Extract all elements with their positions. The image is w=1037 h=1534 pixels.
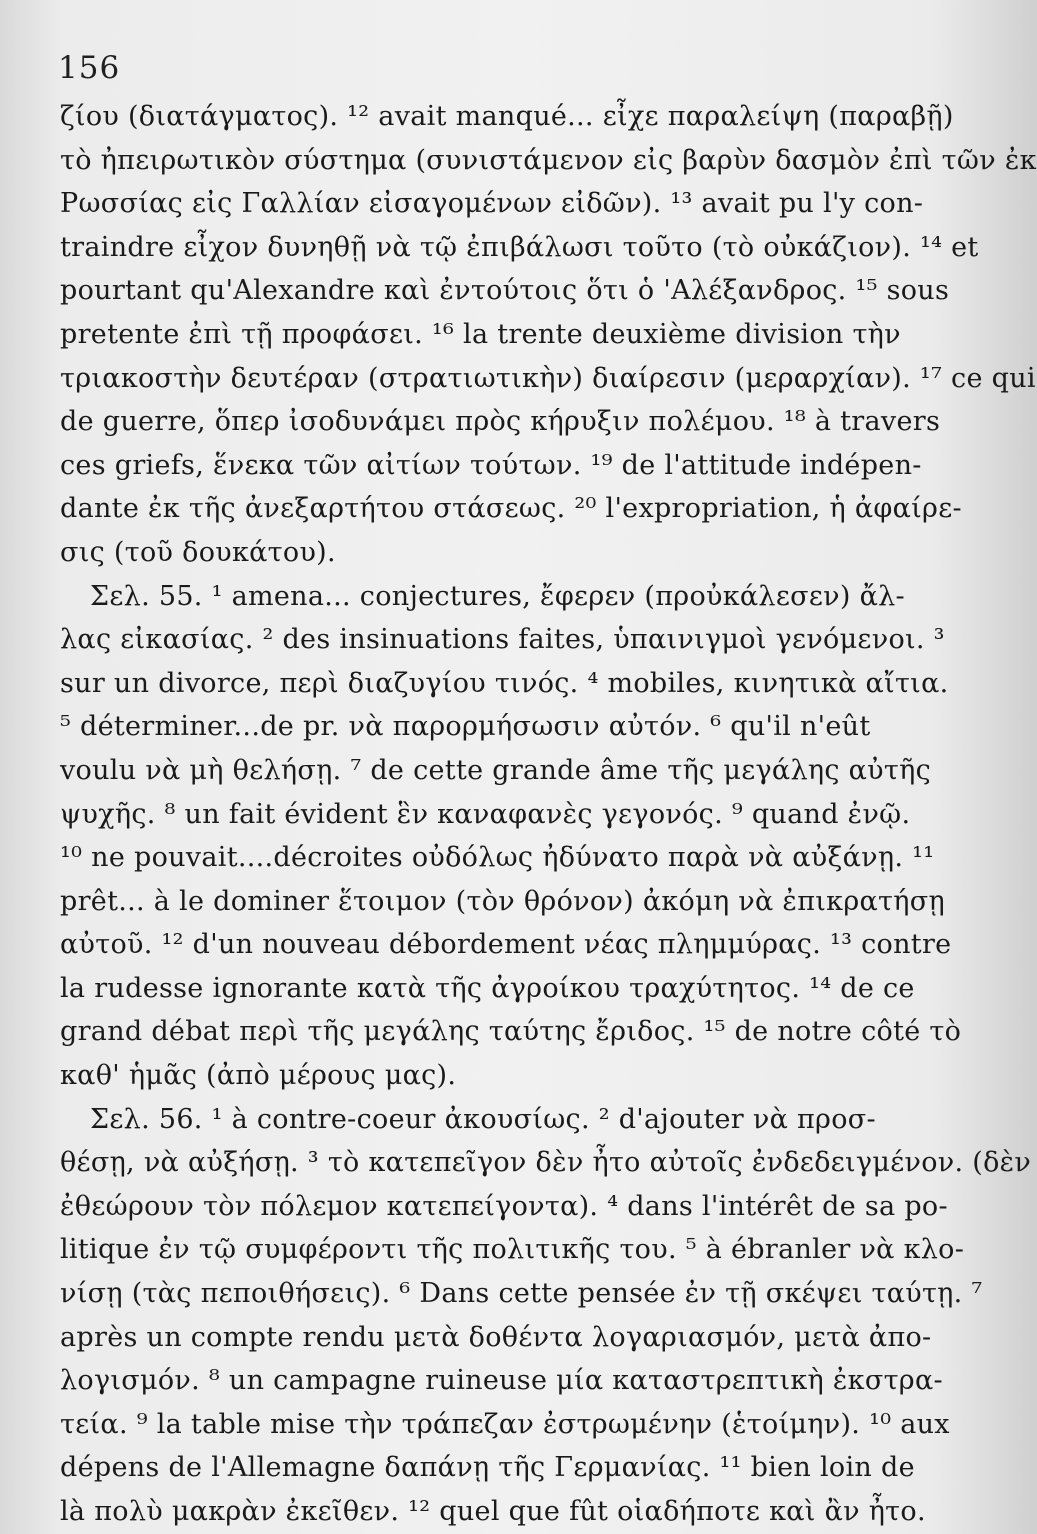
text-line: ζίου (διατάγματος). ¹² avait manqué... εἶχε παραλείψη (παραβῇ) <box>60 101 954 132</box>
text-line: la rudesse ignorante κατὰ τῆς ἀγροίκου τραχύτητος. ¹⁴ de ce <box>60 972 915 1004</box>
page-body <box>60 95 1037 1534</box>
section-heading-line-55: Σελ. 55. ¹ amena... conjectures, ἔφερεν (προὐκάλεσεν) ἄλ- <box>90 580 905 612</box>
text-line: νίσῃ (τὰς πεποιθήσεις). ⁶ Dans cette pensée ἐν τῇ σκέψει ταύτῃ. ⁷ <box>60 1278 983 1310</box>
text-line: τριακοστὴν δευτέραν (στρατιωτικὴν) διαίρεσιν (μεραρχίαν). ¹⁷ ce qui <box>60 362 1036 394</box>
text-line: là πολὺ μακρὰν ἐκεῖθεν. ¹² quel que fût οἱαδήποτε καὶ ἂν ἦτο. <box>60 1496 926 1527</box>
text-line: καθ' ἡμᾶς (ἀπὸ μέρους μας). <box>60 1060 457 1092</box>
text-line: Ρωσσίας εἰς Γαλλίαν εἰσαγομένων εἰδῶν). ¹³ avait pu l'y con- <box>60 188 924 220</box>
text-line: dépens de l'Allemagne δαπάνῃ τῆς Γερμανίας. ¹¹ bien loin de <box>60 1452 915 1484</box>
text-line: ψυχῆς. ⁸ un fait évident ἓν καναφανὲς γεγονός. ⁹ quand ἐνῷ. <box>60 798 911 830</box>
text-line: de guerre, ὅπερ ἰσοδυνάμει πρὸς κήρυξιν πολέμου. ¹⁸ à travers <box>60 406 941 438</box>
text-line: dante ἐκ τῆς ἀνεξαρτήτου στάσεως. ²⁰ l'expropriation, ἡ ἀφαίρε- <box>60 493 962 525</box>
text-line: pourtant qu'Alexandre καὶ ἐντούτοις ὅτι ὁ 'Αλέξανδρος. ¹⁵ sous <box>60 275 950 307</box>
text-line: litique ἐν τῷ συμφέροντι τῆς πολιτικῆς του. ⁵ à ébranler νὰ κλο- <box>60 1234 965 1266</box>
text-line: σις (τοῦ δουκάτου). <box>60 536 336 568</box>
page-number: 156 <box>58 50 121 86</box>
text-line: traindre εἶχον δυνηθῇ νὰ τῷ ἐπιβάλωσι τοῦτο (τὸ οὐκάζιον). ¹⁴ et <box>60 231 979 263</box>
text-line: τὸ ἠπειρωτικὸν σύστημα (συνιστάμενον εἰς βαρὺν δασμὸν ἐπὶ τῶν ἐκ <box>60 144 1037 176</box>
text-line: αὐτοῦ. ¹² d'un nouveau débordement νέας πλημμύρας. ¹³ contre <box>60 929 952 961</box>
section-heading-line-56: Σελ. 56. ¹ à contre-coeur ἀκουσίως. ² d'ajouter νὰ προσ- <box>90 1103 876 1135</box>
text-line: ces griefs, ἕνεκα τῶν αἰτίων τούτων. ¹⁹ de l'attitude indépen- <box>60 449 922 481</box>
text-line: pretente ἐπὶ τῇ προφάσει. ¹⁶ la trente deuxième division τὴν <box>60 318 901 350</box>
text-line: voulu νὰ μὴ θελήσῃ. ⁷ de cette grande âme τῆς μεγάλης αὐτῆς <box>60 754 932 786</box>
text-line: prêt... à le dominer ἕτοιμον (τὸν θρόνον) ἀκόμη νὰ ἐπικρατήσῃ <box>60 885 945 917</box>
text-line: λογισμόν. ⁸ un campagne ruineuse μία καταστρεπτικὴ ἐκστρα- <box>60 1365 943 1397</box>
text-line: θέσῃ, νὰ αὐξήσῃ. ³ τὸ κατεπεῖγον δὲν ἦτο αὐτοῖς ἐνδεδειγμένον. (δὲν <box>60 1147 1032 1179</box>
text-line: ἐθεώρουν τὸν πόλεμον κατεπείγοντα). ⁴ dans l'intérêt de sa po- <box>60 1190 948 1222</box>
text-line: λας εἰκασίας. ² des insinuations faites, ὑπαινιγμοὶ γενόμενοι. ³ <box>60 624 945 656</box>
text-line: τεία. ⁹ la table mise τὴν τράπεζαν ἐστρωμένην (ἑτοίμην). ¹⁰ aux <box>60 1408 950 1440</box>
text-line: sur un divorce, περὶ διαζυγίου τινός. ⁴ mobiles, κινητικὰ αἴτια. <box>60 667 949 699</box>
text-line: ¹⁰ ne pouvait....décroites οὐδόλως ἠδύνατο παρὰ νὰ αὐξάνῃ. ¹¹ <box>60 842 935 874</box>
text-line: ⁵ déterminer...de pr. νὰ παρορμήσωσιν αὐτόν. ⁶ qu'il n'eût <box>60 711 871 743</box>
text-line: après un compte rendu μετὰ δοθέντα λογαριασμόν, μετὰ ἀπο- <box>60 1321 932 1353</box>
text-line: grand débat περὶ τῆς μεγάλης ταύτης ἔριδος. ¹⁵ de notre côté τὸ <box>60 1016 962 1048</box>
